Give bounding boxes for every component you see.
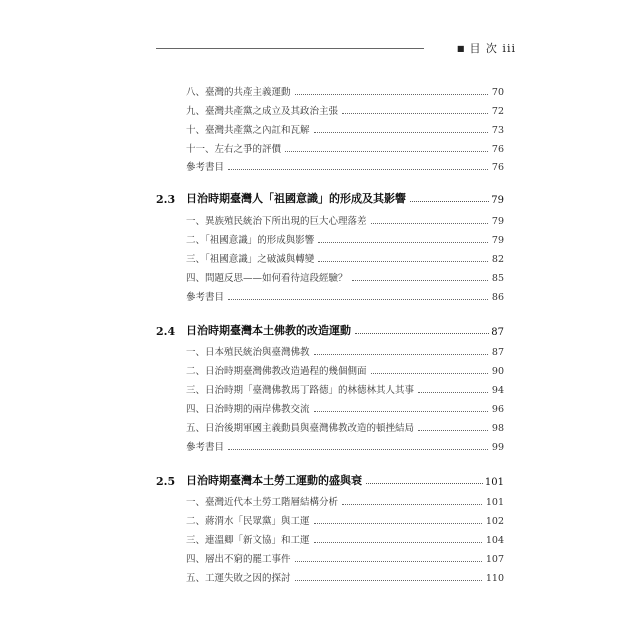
- toc-entry[interactable]: [186, 289, 504, 303]
- toc-entry[interactable]: [186, 251, 504, 265]
- section-page: 87: [491, 327, 504, 338]
- dot-leader: [314, 132, 488, 133]
- toc-entry-page: 86: [491, 292, 504, 303]
- section-heading[interactable]: [156, 472, 504, 488]
- dot-leader: [318, 242, 488, 243]
- section-number: 2.4: [156, 325, 176, 338]
- dot-leader: [295, 561, 482, 562]
- section-title: 日治時期臺灣本土勞工運動的盛與衰: [186, 474, 362, 487]
- dot-leader: [314, 523, 482, 524]
- dot-leader: [418, 392, 488, 393]
- toc-entry-page: 99: [491, 442, 504, 453]
- toc-entry[interactable]: [186, 232, 504, 246]
- square-icon: ■: [456, 44, 466, 53]
- toc-entry-label: 參考書目: [186, 442, 225, 453]
- header-title: [457, 40, 516, 56]
- toc-entry[interactable]: [186, 363, 504, 377]
- toc-entry-page: 82: [491, 254, 504, 265]
- section-page: 79: [491, 195, 504, 206]
- dot-leader: [355, 333, 489, 334]
- dot-leader: [228, 449, 488, 450]
- toc-entry-label: 二、「祖國意識」的形成與影響: [186, 235, 315, 246]
- section-page: 101: [484, 477, 504, 488]
- dot-leader: [295, 94, 488, 95]
- toc-entry-page: 76: [491, 162, 504, 173]
- header-rule: [156, 48, 424, 49]
- toc-entry-page: 101: [485, 497, 504, 508]
- toc-entry[interactable]: [186, 513, 504, 527]
- toc-entry-label: 八、臺灣的共產主義運動: [186, 87, 291, 98]
- dot-leader: [366, 483, 483, 484]
- section-number: 2.5: [156, 475, 176, 488]
- toc-entry[interactable]: [186, 494, 504, 508]
- running-header: [156, 38, 516, 58]
- dot-leader: [285, 151, 488, 152]
- toc-entry-page: 79: [491, 216, 504, 227]
- dot-leader: [228, 299, 488, 300]
- dot-leader: [410, 201, 489, 202]
- toc-entry-label: 十、臺灣共產黨之內訌和瓦解: [186, 125, 310, 136]
- toc-entry-label: 一、臺灣近代本土勞工階層結構分析: [186, 497, 339, 508]
- dot-leader: [371, 223, 488, 224]
- toc-entry-page: 110: [485, 573, 504, 584]
- toc-entry-page: 98: [491, 423, 504, 434]
- toc-entry-label: 一、異族殖民統治下所出現的巨大心理落差: [186, 216, 367, 227]
- toc-entry[interactable]: [186, 344, 504, 358]
- dot-leader: [371, 373, 488, 374]
- toc-entry-page: 96: [491, 404, 504, 415]
- toc-entry-label: 三、連溫卿「新文協」和工運: [186, 535, 310, 546]
- toc-entry-label: 四、問題反思——如何看待這段經驗？: [186, 273, 348, 284]
- dot-leader: [318, 261, 488, 262]
- toc-entry[interactable]: [186, 551, 504, 565]
- toc-entry-page: 72: [491, 106, 504, 117]
- toc-entry-page: 107: [485, 554, 504, 565]
- toc-entry-label: 五、工運失敗之因的探討: [186, 573, 291, 584]
- dot-leader: [342, 504, 482, 505]
- toc-entry-label: 三、日治時期「臺灣佛教馬丁路德」的林德林其人其事: [186, 385, 415, 396]
- toc-entry-page: 73: [491, 125, 504, 136]
- section-heading[interactable]: [156, 322, 504, 338]
- toc-entry-label: 二、蔣渭水「民眾黨」與工運: [186, 516, 310, 527]
- dot-leader: [342, 113, 488, 114]
- toc-entry-label: 四、日治時期的兩岸佛教交流: [186, 404, 310, 415]
- toc-entry-page: 102: [485, 516, 504, 527]
- toc-entry[interactable]: [186, 270, 504, 284]
- toc-entry[interactable]: [186, 420, 504, 434]
- dot-leader: [418, 430, 488, 431]
- toc-entry-label: 九、臺灣共產黨之成立及其政治主張: [186, 106, 339, 117]
- toc-entry[interactable]: [186, 159, 504, 173]
- toc-entry-page: 79: [491, 235, 504, 246]
- toc-entry-label: 參考書目: [186, 162, 225, 173]
- toc-entry[interactable]: [186, 141, 504, 155]
- toc-entry-page: 87: [491, 347, 504, 358]
- toc-entry-label: 十一、左右之爭的評價: [186, 144, 282, 155]
- section-number: 2.3: [156, 193, 176, 206]
- toc-entry[interactable]: [186, 439, 504, 453]
- toc-entry[interactable]: [186, 401, 504, 415]
- toc-entry-label: 參考書目: [186, 292, 225, 303]
- toc-entry[interactable]: [186, 532, 504, 546]
- toc-entry-label: 一、日本殖民統治與臺灣佛教: [186, 347, 310, 358]
- toc-entry-label: 四、層出不窮的罷工事件: [186, 554, 291, 565]
- toc-entry-page: 85: [491, 273, 504, 284]
- dot-leader: [314, 542, 482, 543]
- dot-leader: [352, 280, 488, 281]
- toc-entry[interactable]: [186, 213, 504, 227]
- toc-entry[interactable]: [186, 570, 504, 584]
- toc-entry-label: 三、「祖國意識」之破滅與轉變: [186, 254, 315, 265]
- dot-leader: [228, 169, 488, 170]
- toc-entry[interactable]: [186, 382, 504, 396]
- section-title: 日治時期臺灣本土佛教的改造運動: [186, 324, 351, 337]
- toc-entry[interactable]: [186, 122, 504, 136]
- toc-entry[interactable]: [186, 84, 504, 98]
- toc-entry-page: 94: [491, 385, 504, 396]
- section-title: 日治時期臺灣人「祖國意識」的形成及其影響: [186, 192, 406, 205]
- toc-entry-label: 二、日治時期臺灣佛教改造過程的幾個側面: [186, 366, 367, 377]
- toc-entry-page: 70: [491, 87, 504, 98]
- toc-entry-page: 104: [485, 535, 504, 546]
- toc-entry[interactable]: [186, 103, 504, 117]
- header-label: 目 次 iii: [469, 42, 516, 55]
- toc-entry-label: 五、日治後期軍國主義動員與臺灣佛教改造的頓挫結局: [186, 423, 415, 434]
- toc-entry-page: 90: [491, 366, 504, 377]
- dot-leader: [314, 354, 488, 355]
- dot-leader: [295, 580, 482, 581]
- dot-leader: [314, 411, 488, 412]
- toc-entry-page: 76: [491, 144, 504, 155]
- section-heading[interactable]: [156, 190, 504, 206]
